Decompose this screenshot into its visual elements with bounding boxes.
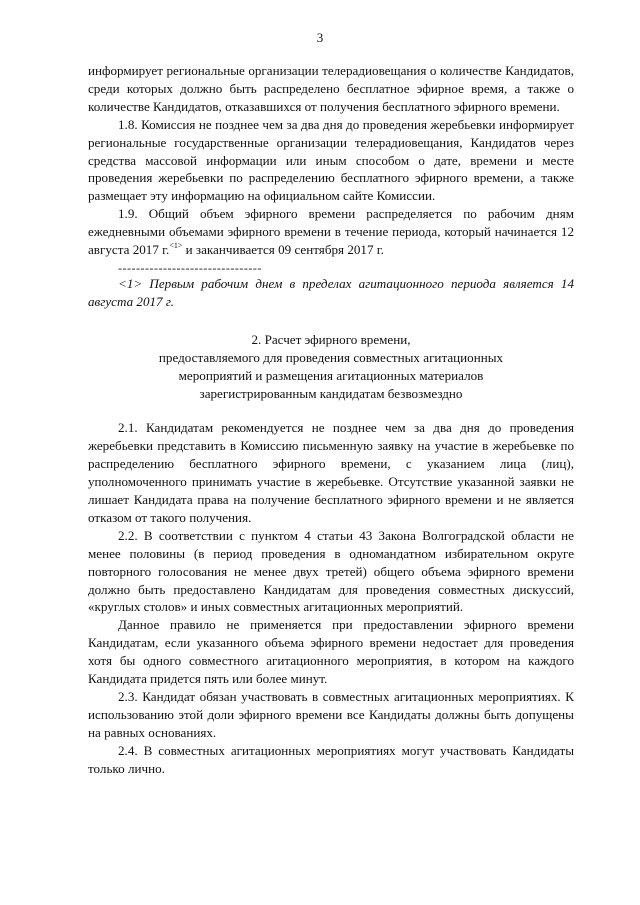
paragraph-1-9 [88,205,574,259]
paragraph-2-2: 2.2. В соответствии с пунктом 4 статьи 43 Закона Волгоградской области не менее половины (в период проведения в одномандатном избирательном округе повторного голосования не менее двух третей) общего объема эфирного времени должно быть предоставлено Кандидатам для проведения совместных дискуссий, «круглых столов» и иных совместных агитационных мероприятий. [88,527,574,615]
paragraph: информирует региональные организации телерадиовещания о количестве Кандидатов, среди которых должно быть распределено бесплатное эфирное время, а также о количестве Кандидатов, отказавшихся от получения бесплатного эфирного времени. [88,63,574,114]
section-heading-line: зарегистрированным кандидатам безвозмездно [199,385,463,401]
paragraph-2-1: 2.1. Кандидатам рекомендуется не позднее чем за два дня до проведения жеребьевки представить в Комиссию письменную заявку на участие в жеребьевке по распределению бесплатного эфирного времени, с указанием лица (лиц), уполномоченного принимать участие в жеребьевке. Отсутствие указанной заявки не лишает Кандидата права на получение бесплатного эфирного времени и не является отказом от такого получения. [88,420,574,525]
footnote-reference: <1> [169,241,183,251]
page-number: 3 [316,30,324,45]
paragraph-2-4: 2.4. В совместных агитационных мероприятиях могут участвовать Кандидаты только лично. [88,742,574,776]
paragraph-1-9-text: 1.9. Общий объем эфирного времени распределяется по рабочим дням ежедневными объемами эфирного времени в течение периода, который начинается 12 августа 2017 г. [88,206,574,258]
footnote-separator: -------------------------------- [118,260,262,275]
section-heading-line: предоставляемого для проведения совместных агитационных [158,349,504,365]
section-heading-line: мероприятий и размещения агитационных материалов [178,367,484,383]
document-body [88,62,574,778]
footnote: <1> Первым рабочим днем в пределах агитационного периода является 14 августа 2017 г. [88,275,574,309]
paragraph-2-3: 2.3. Кандидат обязан участвовать в совместных агитационных мероприятиях. К использованию этой доли эфирного времени все Кандидаты должны быть допущены на равных основаниях. [88,689,574,740]
section-heading-line: 2. Расчет эфирного времени, [251,331,411,347]
paragraph-1-8: 1.8. Комиссия не позднее чем за два дня до проведения жеребьевки информирует региональные государственные организации телерадиовещания, Кандидатов через средства массовой информации или иным способом о дате, времени и месте проведения жеребьевки по распределению бесплатного эфирного времени, а также размещает эту информацию на официальном сайте Комиссии. [88,116,574,204]
paragraph-2-2-note: Данное правило не применяется при предоставлении эфирного времени Кандидатам, если указанного объема эфирного времени недостает для проведения хотя бы одного совместного агитационного мероприятия, в котором на каждого Кандидата придется пять или более минут. [88,617,574,687]
paragraph-1-9-text-end: и заканчивается 09 сентября 2017 г. [182,242,384,258]
section-heading [88,331,574,403]
